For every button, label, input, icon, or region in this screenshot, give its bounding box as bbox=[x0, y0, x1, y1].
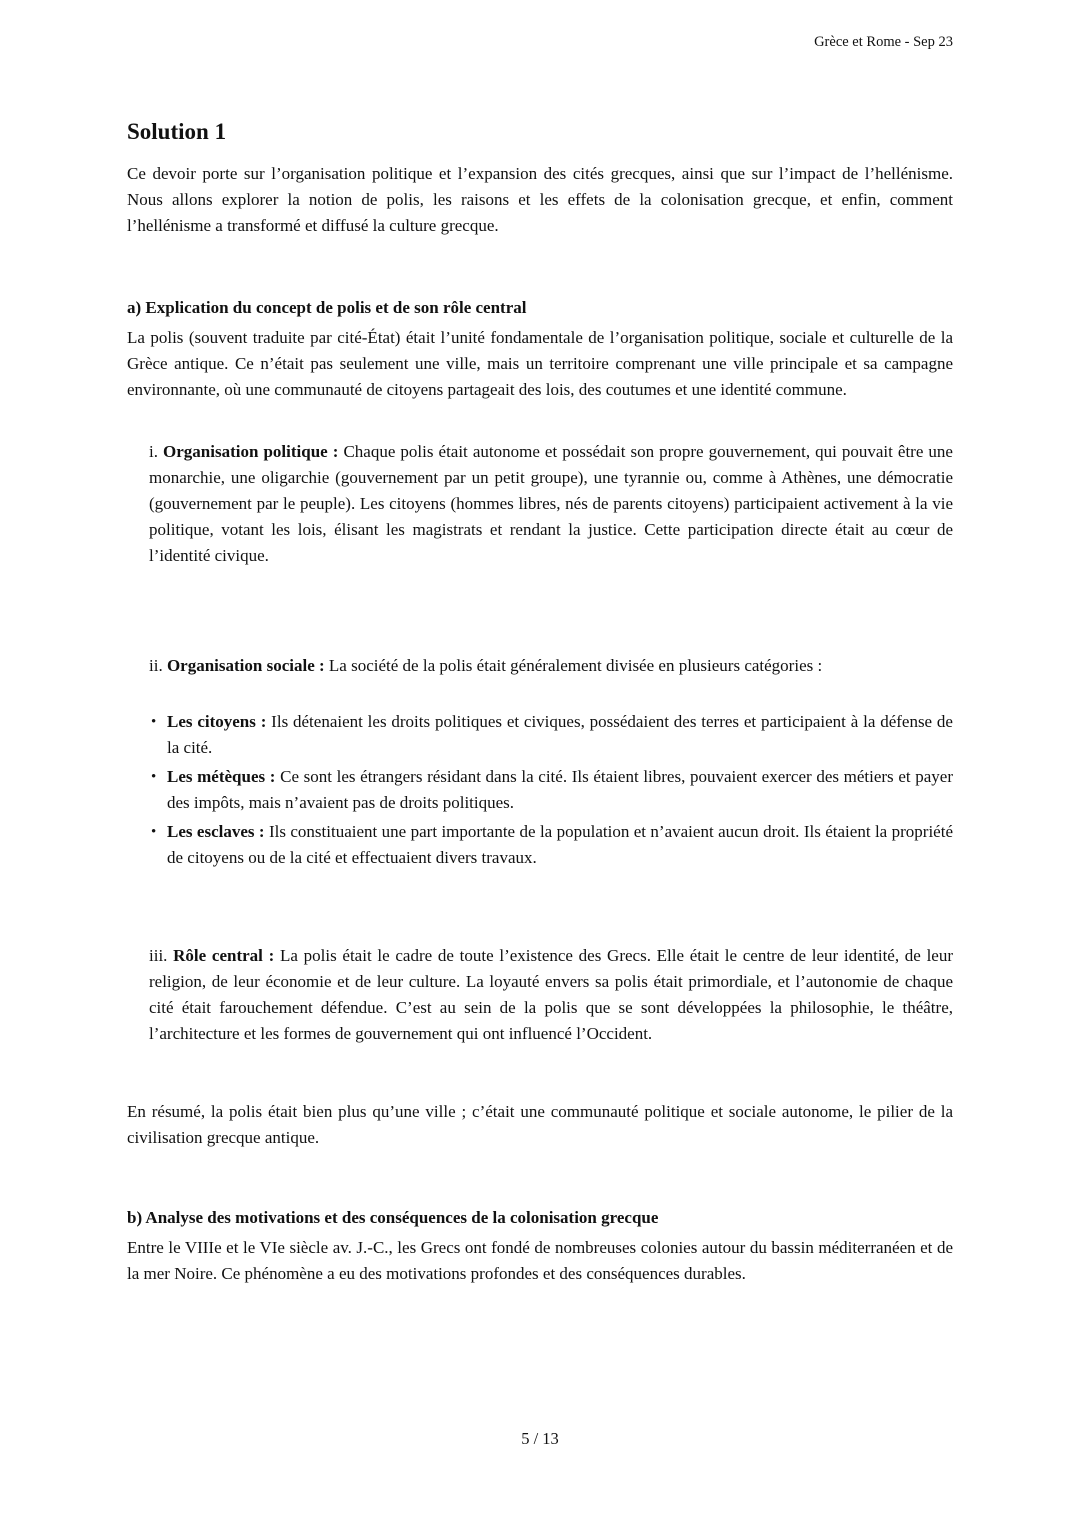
item-label: Organisation sociale : bbox=[166, 656, 325, 675]
section-a-paragraph: La polis (souvent traduite par cité-État) était l’unité fondamentale de l’organisation politique, sociale et culturelle de la Grèce antique. Ce n’était pas seulement une ville, mais un territoire comprenant une ville principale et sa campagne environnante, où une communauté de citoyens partageait des lois, des coutumes et une identité commune. bbox=[127, 328, 953, 399]
page-number: 5 / 13 bbox=[521, 1429, 559, 1448]
bullet-label: Les esclaves : bbox=[167, 822, 265, 841]
item-number: ii. bbox=[149, 656, 167, 675]
bullet-body: Ce sont les étrangers résidant dans la cité. Ils étaient libres, pouvaient exercer des métiers et payer des impôts, mais n’avaient pas de droits politiques. bbox=[167, 767, 953, 812]
item-number: i. bbox=[149, 442, 164, 461]
item-text: Chaque polis était autonome et possédait son propre gouvernement, qui pouvait être une monarchie, une oligarchie (gouvernement par un petit groupe), une tyrannie ou, comme à Athènes, une démocratie (gouvernement par le peuple). Les citoyens (hommes libres, nés de parents citoyens) participaient activement à la vie politique, votant les lois, élisant les magistrats et rendant la justice. Cette participation directe était au cœur de l’identité civique. bbox=[149, 442, 953, 565]
bullet-text bbox=[167, 764, 953, 816]
bullet-icon: • bbox=[151, 769, 157, 785]
item-text: La polis était le cadre de toute l’existence des Grecs. Elle était le centre de leur identité, de leur religion, de leur économie et de leur culture. La loyauté envers sa polis était primordiale, et l’autonomie de chaque cité était farouchement défendue. C’est au sein de la polis que se sont développées la philosophie, le théâtre, l’architecture et les formes de gouvernement qui ont influencé l’Occident. bbox=[149, 946, 954, 1043]
section-b-heading: b) Analyse des motivations et des conséquences de la colonisation grecque bbox=[127, 1208, 659, 1227]
roman-item-i bbox=[127, 439, 953, 569]
bullet-icon: • bbox=[151, 824, 157, 840]
bullet-list bbox=[127, 709, 953, 871]
bullet-icon: • bbox=[151, 714, 157, 730]
roman-item-ii bbox=[127, 653, 953, 679]
section-b-paragraph: Entre le VIIIe et le VIe siècle av. J.-C., les Grecs ont fondé de nombreuses colonies autour du bassin méditerranéen et de la mer Noire. Ce phénomène a eu des motivations profondes et des conséquences durables. bbox=[127, 1238, 953, 1283]
list-item bbox=[151, 764, 953, 816]
bullet-body: Ils constituaient une part importante de la population et n’avaient aucun droit. Ils étaient la propriété de citoyens ou de la cité et effectuaient divers travaux. bbox=[167, 822, 953, 867]
item-label: Organisation politique : bbox=[163, 442, 339, 461]
list-item bbox=[151, 709, 953, 761]
bullet-label: Les citoyens : bbox=[167, 712, 267, 731]
item-number: iii. bbox=[149, 946, 174, 965]
item-text: La société de la polis était généralement divisée en plusieurs catégories : bbox=[324, 656, 823, 675]
bullet-label: Les métèques : bbox=[167, 767, 276, 786]
list-item bbox=[151, 819, 953, 871]
bullet-body: Ils détenaient les droits politiques et civiques, possédaient des terres et participaient à la défense de la cité. bbox=[167, 712, 953, 757]
running-header-text: Grèce et Rome - Sep 23 bbox=[814, 34, 953, 50]
section-a-summary: En résumé, la polis était bien plus qu’une ville ; c’était une communauté politique et sociale autonome, le pilier de la civilisation grecque antique. bbox=[127, 1102, 953, 1147]
intro-paragraph: Ce devoir porte sur l’organisation politique et l’expansion des cités grecques, ainsi que sur l’impact de l’hellénisme. Nous allons explorer la notion de polis, les raisons et les effets de la colonisation grecque, et enfin, comment l’hellénisme a transformé et diffusé la culture grecque. bbox=[127, 164, 953, 235]
item-label: Rôle central : bbox=[173, 946, 275, 965]
page-title: Solution 1 bbox=[127, 119, 227, 144]
page-header bbox=[127, 33, 953, 51]
roman-item-iii bbox=[127, 943, 953, 1047]
section-a-heading: a) Explication du concept de polis et de son rôle central bbox=[127, 298, 527, 317]
bullet-text bbox=[167, 819, 953, 871]
bullet-text bbox=[167, 709, 953, 761]
